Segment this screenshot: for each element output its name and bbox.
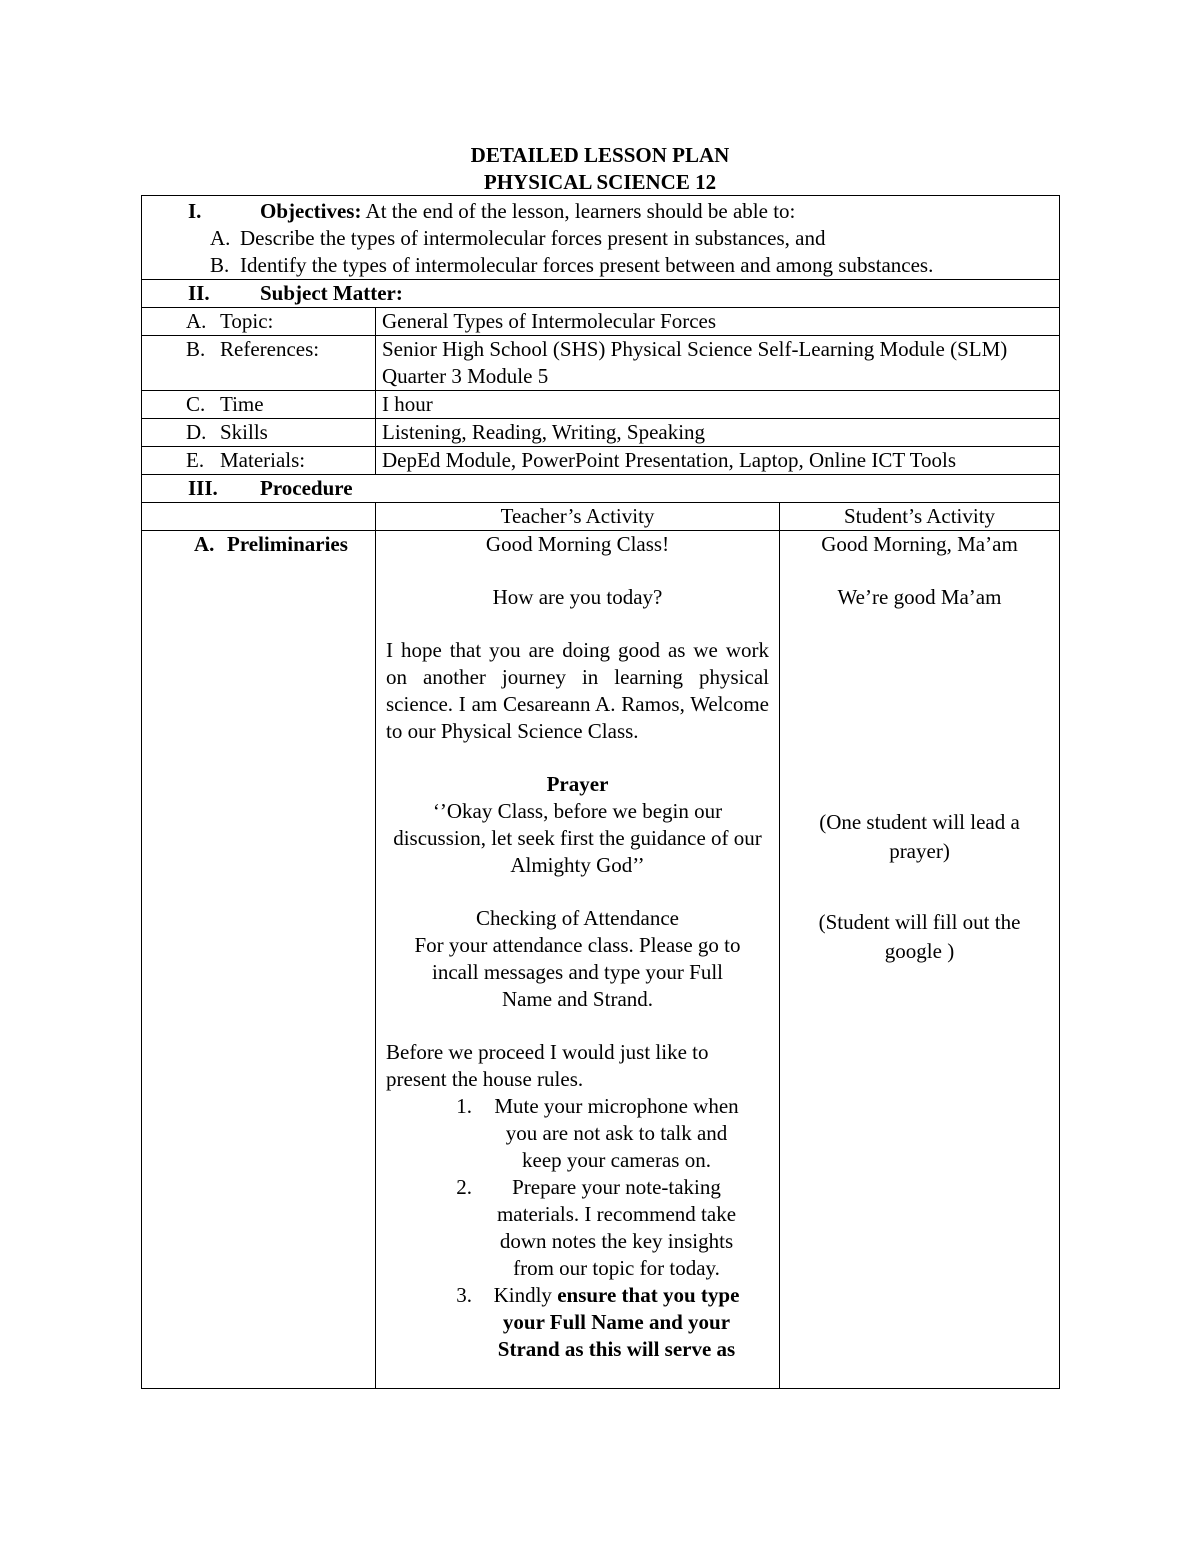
attendance-title: Checking of Attendance [476, 906, 679, 930]
objectives-label: Objectives: [260, 199, 362, 223]
teacher-activity-header: Teacher’s Activity [376, 503, 780, 531]
subject-row-skills [142, 419, 1060, 447]
subject-matter-label: Subject Matter: [260, 281, 403, 305]
subject-row-value: I hour [376, 391, 1060, 419]
student-prayer: (One student will lead a prayer) [819, 810, 1020, 863]
title-line-2: PHYSICAL SCIENCE 12 [483, 170, 717, 194]
student-greeting: Good Morning, Ma’am [821, 532, 1018, 556]
student-activity-header: Student’s Activity [780, 503, 1060, 531]
subject-matter-row [142, 280, 1060, 308]
subject-row-label: Time [220, 392, 264, 416]
title-line-1: DETAILED LESSON PLAN [470, 143, 730, 167]
objective-item [148, 252, 1053, 279]
subject-row-value: Senior High School (SHS) Physical Science Self-Learning Module (SLM) Quarter 3 Module 5 [376, 336, 1060, 391]
subject-row-value: Listening, Reading, Writing, Speaking [376, 419, 1060, 447]
rule-text-bold: ensure that you type your Full Name and your Strand as this will serve as [497, 1283, 740, 1361]
rule-text: Mute your microphone when you are not ask to talk and keep your cameras on. [494, 1094, 739, 1172]
teacher-greeting: Good Morning Class! [485, 532, 670, 556]
activity-header-row [142, 503, 1060, 531]
procedure-number: III. [188, 476, 218, 500]
subject-row-label: Materials: [220, 448, 306, 472]
prayer-text: ‘’Okay Class, before we begin our discussion, let seek first the guidance of our Almighty God’’ [393, 799, 762, 877]
objective-letter: B. [210, 253, 230, 277]
subject-row-topic [142, 308, 1060, 336]
subject-row-label: Topic: [220, 309, 274, 333]
objective-text: Identify the types of intermolecular forces present between and among substances. [240, 253, 934, 277]
rule-text-plain: Kindly [493, 1283, 558, 1307]
teacher-activity-cell [376, 531, 780, 1389]
objectives-intro: At the end of the lesson, learners should be able to: [361, 199, 796, 223]
teacher-question: How are you today? [492, 585, 663, 609]
subject-row-time [142, 391, 1060, 419]
subject-row-letter: B. [186, 337, 206, 361]
preliminaries-title: Preliminaries [227, 532, 348, 556]
subject-row-letter: A. [186, 309, 207, 333]
subject-row-label: References: [220, 337, 320, 361]
objectives-row [142, 196, 1060, 280]
prayer-title: Prayer [546, 772, 609, 796]
subject-matter-number: II. [188, 281, 210, 305]
teacher-welcome: I hope that you are doing good as we work on another journey in learning physical science. I am Cesareann A. Ramos, Welcome to our Physical Science Class. [386, 638, 769, 743]
rule-text: Prepare your note-taking materials. I recommend take down notes the key insights from our topic for today. [496, 1175, 737, 1280]
rule-item [436, 1282, 749, 1363]
objective-item [148, 225, 1053, 252]
subject-row-materials [142, 447, 1060, 475]
subject-row-value: General Types of Intermolecular Forces [376, 308, 1060, 336]
preliminaries-label [142, 531, 376, 1389]
rule-number: 1. [456, 1094, 472, 1118]
objective-text: Describe the types of intermolecular forces present in substances, and [240, 226, 826, 250]
rule-item [436, 1093, 749, 1174]
preliminaries-row [142, 531, 1060, 1389]
attendance-text: For your attendance class. Please go to incall messages and type your Full Name and Strand. [414, 933, 741, 1011]
rule-number: 3. [456, 1283, 472, 1307]
rule-text [484, 1282, 749, 1363]
lesson-plan-table [141, 195, 1060, 1389]
rule-item [436, 1174, 749, 1282]
subject-row-references [142, 336, 1060, 391]
objectives-number: I. [188, 199, 202, 223]
subject-row-label: Skills [220, 420, 268, 444]
student-activity-cell [780, 531, 1060, 1389]
procedure-label: Procedure [260, 476, 353, 500]
subject-row-value: DepEd Module, PowerPoint Presentation, Laptop, Online ICT Tools [376, 447, 1060, 475]
subject-row-letter: C. [186, 392, 206, 416]
preliminaries-letter: A. [194, 532, 215, 556]
student-answer: We’re good Ma’am [837, 585, 1002, 609]
activity-header-blank [142, 503, 376, 531]
subject-row-letter: E. [186, 448, 205, 472]
procedure-row [142, 475, 1060, 503]
rules-intro: Before we proceed I would just like to present the house rules. [386, 1040, 709, 1091]
objectives-heading [148, 198, 1053, 225]
document-title [0, 142, 1200, 196]
student-attendance: (Student will fill out the google ) [818, 910, 1021, 963]
objective-letter: A. [210, 226, 231, 250]
rule-number: 2. [456, 1175, 472, 1199]
subject-row-letter: D. [186, 420, 207, 444]
